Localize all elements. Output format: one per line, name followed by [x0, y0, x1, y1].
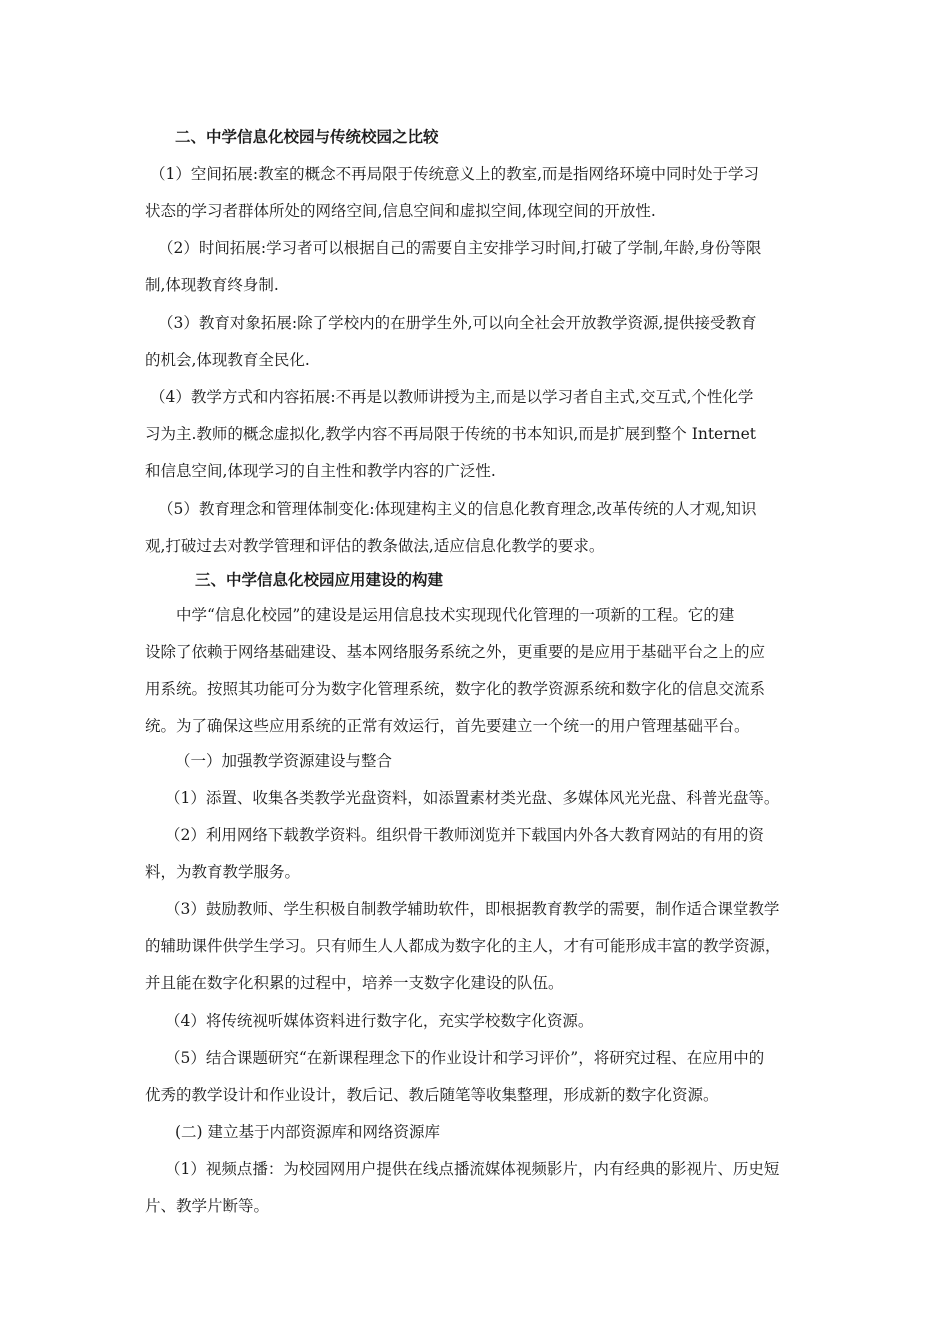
paragraph-line: （4）将传统视听媒体资料进行数字化，充实学校数字化资源。: [165, 1012, 594, 1030]
paragraph-line: （1）视频点播：为校园网用户提供在线点播流媒体视频影片，内有经典的影视片、历史短: [165, 1160, 780, 1178]
subsection-2-heading: (二) 建立基于内部资源库和网络资源库: [175, 1123, 441, 1141]
section-2-heading: 二、中学信息化校园与传统校园之比较: [175, 128, 439, 146]
paragraph-line: （1）空间拓展:教室的概念不再局限于传统意义上的教室,而是指网络环境中同时处于学习: [150, 165, 760, 183]
paragraph-line: 片、教学片断等。: [145, 1197, 270, 1215]
paragraph-line: 设除了依赖于网络基础建设、基本网络服务系统之外，更重要的是应用于基础平台之上的应: [145, 643, 766, 661]
paragraph-line: 并且能在数字化积累的过程中，培养一支数字化建设的队伍。: [145, 974, 564, 992]
paragraph-line: 习为主.教师的概念虚拟化,教学内容不再局限于传统的书本知识,而是扩展到整个 Internet: [145, 425, 757, 443]
paragraph-line: （2）利用网络下载教学资料。组织骨干教师浏览并下载国内外各大教育网站的有用的资: [165, 826, 764, 844]
paragraph-line: （5）教育理念和管理体制变化:体现建构主义的信息化教育理念,改革传统的人才观,知识: [158, 500, 757, 518]
paragraph-line: 统。为了确保这些应用系统的正常有效运行，首先要建立一个统一的用户管理基础平台。: [145, 717, 750, 735]
subsection-1-heading: （一）加强教学资源建设与整合: [175, 752, 393, 770]
paragraph-line: 制,体现教育终身制.: [145, 276, 279, 294]
paragraph-line: 和信息空间,体现学习的自主性和教学内容的广泛性.: [145, 462, 496, 480]
paragraph-line: （5）结合课题研究“在新课程理念下的作业设计和学习评价”，将研究过程、在应用中的: [165, 1049, 765, 1067]
paragraph-line: （3）鼓励教师、学生积极自制教学辅助软件，即根据教育教学的需要，制作适合课堂教学: [165, 900, 780, 918]
paragraph-line: 料，为教育教学服务。: [145, 863, 301, 881]
paragraph-line: 的机会,体现教育全民化.: [145, 351, 310, 369]
paragraph-line: （2）时间拓展:学习者可以根据自己的需要自主安排学习时间,打破了学制,年龄,身份等限: [158, 239, 762, 257]
paragraph-line: 用系统。按照其功能可分为数字化管理系统，数字化的教学资源系统和数字化的信息交流系: [145, 680, 766, 698]
paragraph-line: 状态的学习者群体所处的网络空间,信息空间和虚拟空间,体现空间的开放性.: [145, 202, 656, 220]
paragraph-line: 观,打破过去对教学管理和评估的教条做法,适应信息化教学的要求。: [145, 537, 605, 555]
paragraph-line: 优秀的教学设计和作业设计，教后记、教后随笔等收集整理，形成新的数字化资源。: [145, 1086, 719, 1104]
paragraph-line: 的辅助课件供学生学习。只有师生人人都成为数字化的主人，才有可能形成丰富的教学资源，: [145, 937, 781, 955]
section-3-heading: 三、中学信息化校园应用建设的构建: [195, 571, 444, 589]
paragraph-line: （1）添置、收集各类教学光盘资料，如添置素材类光盘、多媒体风光光盘、科普光盘等。: [165, 789, 780, 807]
paragraph-line: （4）教学方式和内容拓展:不再是以教师讲授为主,而是以学习者自主式,交互式,个性化学: [150, 388, 754, 406]
paragraph-line: （3）教育对象拓展:除了学校内的在册学生外,可以向全社会开放教学资源,提供接受教育: [158, 314, 757, 332]
paragraph-line: 中学“信息化校园”的建设是运用信息技术实现现代化管理的一项新的工程。它的建: [176, 606, 735, 624]
